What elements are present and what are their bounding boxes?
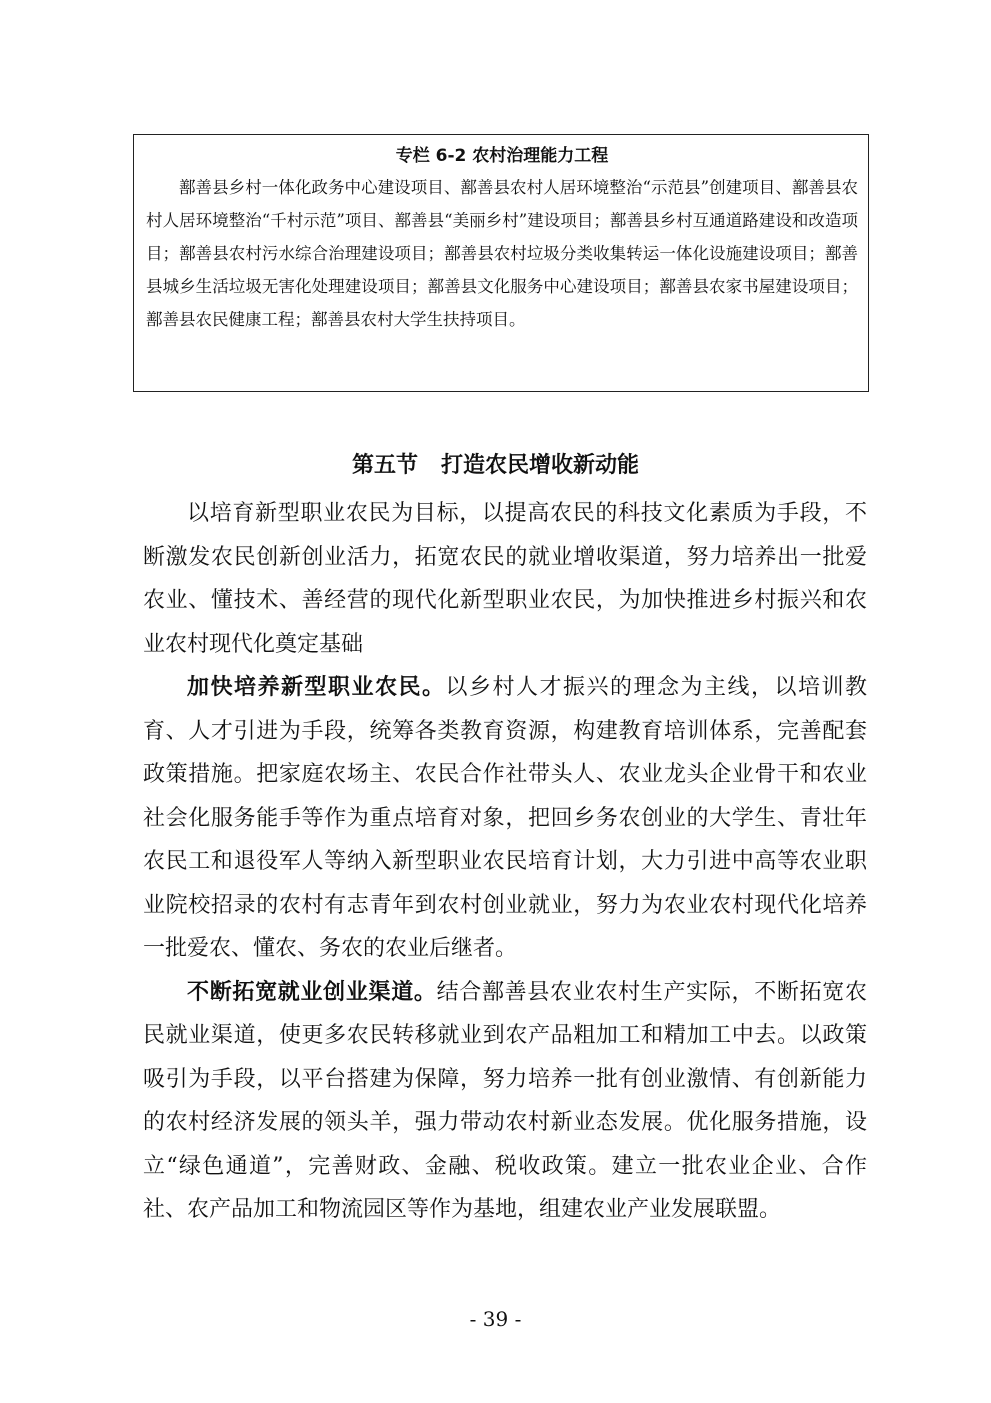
paragraph-cultivate-farmers-text: 以乡村人才振兴的理念为主线，以培训教育、人才引进为手段，统筹各类教育资源，构建教育培训体系，完善配套政策措施。把家庭农场主、农民合作社带头人、农业龙头企业骨干和农业社会化服务能手等作为重点培育对象，把回乡务农创业的大学生、青壮年农民工和退役军人等纳入新型职业农民培育计划，大力引进中高等农业职业院校招录的农村有志青年到农村创业就业，努力为农业农村现代化培养一批爱农、懂农、务农的农业后继者。 [143,675,867,961]
page-number: - 39 - [469,1307,522,1331]
special-column-box [133,134,869,392]
paragraph-cultivate-farmers-lead: 加快培养新型职业农民。 [187,675,446,700]
section-heading: 第五节 打造农民增收新动能 [352,453,639,478]
paragraph-expand-employment-text: 结合鄯善县农业农村生产实际，不断拓宽农民就业渠道，使更多农民转移就业到农产品粗加工和精加工中去。以政策吸引为手段，以平台搭建为保障，努力培养一批有创业激情、有创新能力的农村经济发展的领头羊，强力带动农村新业态发展。优化服务措施，设立“绿色通道”，完善财政、金融、税收政策。建立一批农业企业、合作社、农产品加工和物流园区等作为基地，组建农业产业发展联盟。 [143,979,867,1222]
special-column-title: 专栏 6-2 农村治理能力工程 [395,146,609,166]
paragraph-cultivate-farmers [143,666,867,971]
main-text [143,492,867,1232]
paragraph-intro [143,492,867,666]
special-column-body: 鄯善县乡村一体化政务中心建设项目、鄯善县农村人居环境整治“示范县”创建项目、鄯善县农村人居环境整治“千村示范”项目、鄯善县“美丽乡村”建设项目；鄯善县乡村互通道路建设和改造项目；鄯善县农村污水综合治理建设项目；鄯善县农村垃圾分类收集转运一体化设施建设项目；鄯善县城乡生活垃圾无害化处理建设项目；鄯善县文化服务中心建设项目；鄯善县农家书屋建设项目；鄯善县农民健康工程；鄯善县农村大学生扶持项目。 [146,178,858,329]
paragraph-intro-text: 以培育新型职业农民为目标，以提高农民的科技文化素质为手段，不断激发农民创新创业活力，拓宽农民的就业增收渠道，努力培养出一批爱农业、懂技术、善经营的现代化新型职业农民，为加快推进乡村振兴和农业农村现代化奠定基础 [143,501,867,657]
paragraph-expand-employment [143,971,867,1232]
paragraph-expand-employment-lead: 不断拓宽就业创业渠道。 [187,979,437,1005]
